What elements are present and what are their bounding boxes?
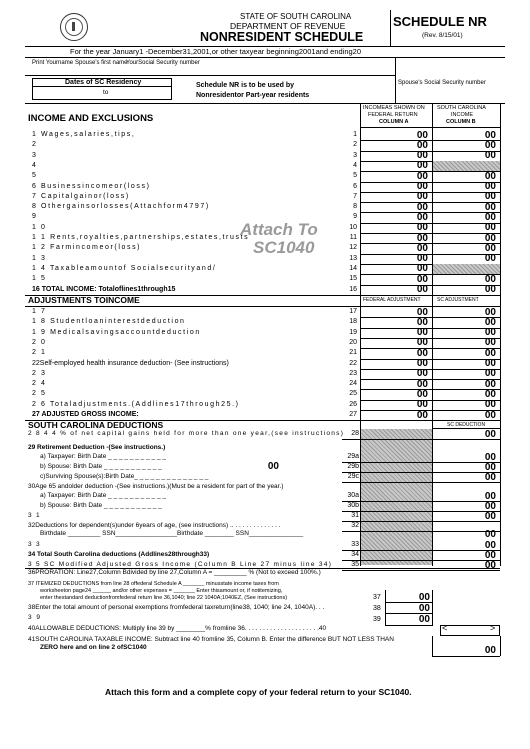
line-40-bracket-right: > <box>490 623 496 633</box>
line-17-number: 17 <box>349 308 357 315</box>
line-5-label: 5 <box>32 172 38 180</box>
line-24-sc-amount[interactable]: 00 <box>484 378 496 390</box>
line-3-col-a-amount[interactable]: 00 <box>416 150 428 162</box>
line-2-col-b-amount[interactable]: 00 <box>484 139 496 151</box>
line-21-federal-amount[interactable]: 00 <box>416 347 428 359</box>
line-10-number: 10 <box>349 223 357 231</box>
line-16-number: 16 <box>349 285 357 293</box>
line-8-number: 8 <box>353 203 357 211</box>
attach-stamp-line-1: Attach To <box>240 220 318 239</box>
name-label: Print Yourname <box>32 60 74 66</box>
line-7-col-b-amount[interactable]: 00 <box>484 191 496 203</box>
col-b-head-2: INCOME <box>451 112 473 118</box>
line-11-col-a-amount[interactable]: 00 <box>416 232 428 244</box>
line-11-col-b-amount[interactable]: 00 <box>484 232 496 244</box>
residency-dates-label: Dates of SC Residency <box>65 79 142 86</box>
line-16-col-b-amount[interactable]: 00 <box>484 284 496 295</box>
line-25-number: 25 <box>349 390 357 398</box>
line-2-col-a-amount[interactable]: 00 <box>416 139 428 151</box>
line-22-label: 22Self-employed health insurance deduction- (See instructions) <box>32 359 229 367</box>
col-sc-deduction: SC DEDUCTION <box>447 422 486 428</box>
line-29a-sc-deduction-amount[interactable]: 00 <box>484 452 496 463</box>
col-a-head-1: INCOMEAS SHOWN ON <box>363 105 425 111</box>
line-1-col-b-amount[interactable]: 00 <box>484 129 496 141</box>
col-rule <box>432 295 433 420</box>
section-adjustments: ADJUSTMENTS TOINCOME <box>28 295 140 305</box>
line-13-col-a-amount[interactable]: 00 <box>416 253 428 265</box>
spouse-ssn-label: Spouse's Social Security number <box>398 80 486 86</box>
line-18-federal-amount[interactable]: 00 <box>416 316 428 328</box>
line-28-number: 28 <box>351 430 359 437</box>
line-29c-sc-deduction-amount[interactable]: 00 <box>484 472 496 483</box>
line-34-number: 34 <box>351 551 359 558</box>
line-20-sc-amount[interactable]: 00 <box>484 337 496 349</box>
col-b-head-1: SOUTH CAROLINA <box>437 105 486 111</box>
line-8-col-b-amount[interactable]: 00 <box>484 201 496 213</box>
line-13-number: 13 <box>349 254 357 262</box>
line-17-label: 1 7 <box>32 308 47 315</box>
line-27-sc-amount[interactable]: 00 <box>484 409 496 421</box>
line-16-col-a-amount[interactable]: 00 <box>416 284 428 295</box>
line-21-number: 21 <box>349 349 357 357</box>
line-37-number: 37 <box>373 594 381 601</box>
line-36-label: 32Deductions for dependent(s)under 6years of age, (see instructions) .. . . . . . . . . . . . . . <box>28 522 281 529</box>
line-33-label: a) Taxpayer: Birth Date _ _ _ _ _ _ _ _ _ _ _ <box>40 492 166 499</box>
line-28-label: 29 Retirement Deduction -(See instructions.) <box>28 444 166 451</box>
line-34-sc-deduction-amount[interactable]: 00 <box>484 550 496 561</box>
line-3-label: 3 <box>32 151 38 159</box>
line-35-sc-deduction-amount[interactable]: 00 <box>484 560 496 571</box>
line-35-number: 35 <box>351 561 359 568</box>
line-23-federal-amount[interactable]: 00 <box>416 368 428 380</box>
line-30b-sc-deduction-amount[interactable]: 00 <box>484 501 496 512</box>
line-1-number: 1 <box>353 131 357 138</box>
line-9-col-a-amount[interactable]: 00 <box>416 211 428 223</box>
line-5-number: 5 <box>353 172 357 180</box>
line-26-label: 2 6 Totaladjustments.(Addlines17through25.) <box>32 400 240 408</box>
col-sc-adjustment: SC ADJUSTMENT <box>437 297 479 303</box>
line-8-label: 8 Othergainsorlosses(Attachform4797) <box>32 203 210 211</box>
line-24-label: 2 4 <box>32 380 47 388</box>
line-37-label: Birthdate _________ SSN_________________Birthdate ________ SSN_______________ <box>40 530 304 537</box>
line-3-number: 3 <box>353 151 357 159</box>
footer-instruction: Attach this form and a complete copy of your federal return to your SC1040. <box>105 687 412 697</box>
line-7-number: 7 <box>353 192 357 200</box>
line-39-amount[interactable]: 00 <box>418 614 430 625</box>
tax-year-line: For the year January1 -December31,2001,or other taxyear beginning2001and ending20 <box>70 47 362 56</box>
line-38-number: 38 <box>373 605 381 612</box>
col-a-head-2: FEDERAL RETURN <box>368 112 418 118</box>
line-15-col-a-amount[interactable]: 00 <box>416 273 428 285</box>
line-22-number: 22 <box>349 359 357 367</box>
col-federal-adjustment: FEDERAL ADJUSTMENT <box>363 297 421 303</box>
line-15-number: 15 <box>349 275 357 283</box>
line-32-number: 32 <box>351 522 359 529</box>
ssn-label: YourSocial Security number <box>126 60 200 66</box>
line-25-federal-amount[interactable]: 00 <box>416 388 428 400</box>
spouse-birth-date-amount: 00 <box>267 461 279 472</box>
line-26-sc-amount[interactable]: 00 <box>484 399 496 411</box>
line-33-sc-deduction-amount[interactable]: 00 <box>484 540 496 551</box>
line-4-col-a-amount[interactable]: 00 <box>416 160 428 172</box>
line-11-label: 1 1 Rents,royalties,partnerships,estates,trusts <box>32 234 250 241</box>
line-37-amount[interactable]: 00 <box>418 592 430 603</box>
line-37-text-2: worksheeton page24 ______ and/or other expenses = _______ Enter thisamount or, if notitemizing, <box>40 588 283 594</box>
line-31-number: 31 <box>351 512 359 519</box>
line-31-sc-deduction-amount[interactable]: 00 <box>484 511 496 522</box>
col-a-head-3: COLUMN A <box>379 119 409 125</box>
line-19-number: 19 <box>349 328 357 336</box>
line-5-col-a-amount[interactable]: 00 <box>416 170 428 182</box>
line-23-label: 2 3 <box>32 369 47 377</box>
line-29a-number: 29a <box>347 453 359 460</box>
line-37-text-1: 37 ITEMIZED DEDUCTIONS from line 28 offederal Schedule A _______ minusstate income taxes from <box>28 581 279 587</box>
line-31-label: c)Surviving Spouse(s):Birth Date_ _ _ _ _ _ _ _ _ _ _ _ _ _ <box>40 473 209 480</box>
line-32-label: 30Age 65 andolder deduction -(See instructions.)(Must be a resident for part of the year.) <box>28 483 284 490</box>
line-19-sc-amount[interactable]: 00 <box>484 327 496 339</box>
line-20-number: 20 <box>349 338 357 346</box>
line-14-label: 1 4 Taxableamountof Socialsecurityand/ <box>32 264 217 272</box>
residency-to-label: to <box>103 89 109 96</box>
line-10-col-a-amount[interactable]: 00 <box>416 222 428 234</box>
line-16-label: 16 TOTAL INCOME: Totaloflines1through15 <box>32 285 176 293</box>
line-30-label: b) Spouse: Birth Date _ _ _ _ _ _ _ _ _ _ _ <box>40 463 162 470</box>
line-38-label: 38Enter the total amount of personal exemptions fromfederal taxreturn(line38, 1040; line 24, 1040A). . . <box>28 604 325 611</box>
line-39-number: 39 <box>373 616 381 623</box>
line-9-col-b-amount[interactable]: 00 <box>484 211 496 223</box>
line-2-number: 2 <box>353 141 357 149</box>
line-2-label: 2 <box>32 141 38 149</box>
line-5-col-b-amount[interactable]: 00 <box>484 170 496 182</box>
line-14-number: 14 <box>349 264 357 272</box>
line-24-number: 24 <box>349 380 357 388</box>
line-29c-number: 29c <box>347 473 359 480</box>
line-4-label: 4 <box>32 161 38 169</box>
line-15-label: 1 5 <box>32 275 47 283</box>
line-40-label: 40ALLOWABLE DEDUCTIONS: Multiply line 39 by ________% fromline 36. . . . . . . . . . . . . . . . . . . . .40 <box>28 625 327 632</box>
line-6-col-b-amount[interactable]: 00 <box>484 181 496 192</box>
line-25-label: 2 5 <box>32 390 47 398</box>
line-15-col-b-amount[interactable]: 00 <box>484 273 496 285</box>
col-b-head-3: COLUMN B <box>446 119 476 125</box>
line-33-number: 33 <box>351 541 359 548</box>
line-23-sc-amount[interactable]: 00 <box>484 368 496 380</box>
section-sc-deductions: SOUTH CAROLINA DEDUCTIONS <box>28 420 164 430</box>
state-name: STATE OF SOUTH CAROLINA <box>240 12 352 21</box>
line-30a-sc-deduction-amount[interactable]: 00 <box>484 491 496 502</box>
line-18-number: 18 <box>349 318 357 326</box>
line-27-number: 27 <box>349 411 357 418</box>
line-17-federal-amount[interactable]: 00 <box>416 306 428 318</box>
department-name: DEPARTMENT OF REVENUE <box>230 21 346 31</box>
line-24-federal-amount[interactable]: 00 <box>416 378 428 390</box>
line-3-col-b-amount[interactable]: 00 <box>484 150 496 162</box>
line-22-federal-amount[interactable]: 00 <box>416 358 428 369</box>
revision-date: (Rev. 8/15/01) <box>422 32 463 39</box>
line-41-text-2: ZERO here and on line 2 ofSC1040 <box>40 644 147 651</box>
line-11-number: 11 <box>349 234 357 241</box>
line-6-col-a-amount[interactable]: 00 <box>416 181 428 192</box>
attach-stamp-line-2: SC1040 <box>253 238 315 257</box>
line-20-federal-amount[interactable]: 00 <box>416 337 428 349</box>
line-13-col-b-amount[interactable]: 00 <box>484 253 496 265</box>
line-19-label: 1 9 Medicalsavingsaccountdeduction <box>32 328 201 336</box>
line-12-col-b-amount[interactable]: 00 <box>484 242 496 254</box>
form-title: NONRESIDENT SCHEDULE <box>200 30 364 44</box>
line-12-number: 12 <box>349 244 357 252</box>
line-4-number: 4 <box>353 161 357 169</box>
line-25-sc-amount[interactable]: 00 <box>484 388 496 400</box>
line-10-col-b-amount[interactable]: 00 <box>484 222 496 234</box>
line-21-label: 2 1 <box>32 349 47 357</box>
line-27-label: 27 ADJUSTED GROSS INCOME: <box>32 411 139 418</box>
line-38-amount[interactable]: 00 <box>418 603 430 614</box>
line-14-col-a-amount[interactable]: 00 <box>416 263 428 275</box>
line-18-sc-amount[interactable]: 00 <box>484 316 496 328</box>
line-1-col-a-amount[interactable]: 00 <box>416 129 428 141</box>
line-8-col-a-amount[interactable]: 00 <box>416 201 428 213</box>
line-6-number: 6 <box>353 182 357 190</box>
line-18-label: 1 8 Studentloaninterestdeduction <box>32 318 186 326</box>
line-26-federal-amount[interactable]: 00 <box>416 399 428 411</box>
line-36-label: 36PRORATION: Line27,Column Bdivided by line 27,Column A = _________ % (Not to exceed 100%.) <box>28 569 321 576</box>
line-38-label: 3 3 <box>28 541 41 548</box>
line-29b-sc-deduction-amount[interactable]: 00 <box>484 462 496 473</box>
line-27-label: 2 8 4 4 % of net capital gains held for more than one year,(see instructions) <box>28 430 345 437</box>
state-seal <box>60 13 88 41</box>
line-7-label: 7 Capitalgainor(loss) <box>32 192 130 200</box>
line-9-label: 9 <box>32 213 38 221</box>
line-7-col-a-amount[interactable]: 00 <box>416 191 428 203</box>
line-13-label: 1 3 <box>32 254 47 262</box>
line-37-text-3: enter thestandard deductionfromfederal return line 36,1040; line 22 1040A;1040EZ, (See instructions) <box>40 595 288 601</box>
line-27-federal-amount[interactable]: 00 <box>416 409 428 421</box>
line-41-amount[interactable]: 00 <box>484 645 496 656</box>
line-30b-number: 30b <box>347 502 359 509</box>
section-income-exclusions: INCOME AND EXCLUSIONS <box>28 113 154 124</box>
line-39-label: 34 Total South Carolina deductions (Addlines28through33) <box>28 551 210 558</box>
line-34-label: b) Spouse: Birth Date _ _ _ _ _ _ _ _ _ _ _ <box>40 502 162 509</box>
line-41-text-1: 41SOUTH CAROLINA TAXABLE INCOME: Subtract line 40 fromline 35, Column B. Enter the difference BUT NOT LESS THAN <box>28 636 394 643</box>
line-21-sc-amount[interactable]: 00 <box>484 347 496 359</box>
line-17-sc-amount[interactable]: 00 <box>484 306 496 318</box>
line-26-number: 26 <box>349 400 357 408</box>
line-12-col-a-amount[interactable]: 00 <box>416 242 428 254</box>
line-19-federal-amount[interactable]: 00 <box>416 327 428 339</box>
line-35-label: 3 1 <box>28 512 41 519</box>
line-23-number: 23 <box>349 369 357 377</box>
line-29-label: a) Taxpayer: Birth Date _ _ _ _ _ _ _ _ _ _ _ <box>40 453 166 460</box>
line-40-bracket-left: < <box>442 623 448 633</box>
line-20-label: 2 0 <box>32 338 47 346</box>
line-6-label: 6 Businessincomeor(loss) <box>32 182 151 190</box>
line-1-label: 1 Wages,salaries,tips, <box>32 131 136 138</box>
line-32b-sc-deduction-amount[interactable]: 00 <box>484 529 496 540</box>
used-by-line-2: Nonresidentor Part-year residents <box>196 92 310 99</box>
used-by-line-1: Schedule NR is to be used by <box>196 82 295 89</box>
line-40-label: 3 5 SC Modified Adjusted Gross Income (Column B Line 27 minus line 34) <box>28 561 333 568</box>
line-10-label: 1 0 <box>32 223 47 231</box>
col-rule <box>360 295 361 420</box>
spouse-first-name-label: Spouse's first name <box>75 60 128 66</box>
schedule-label: SCHEDULE NR <box>393 14 487 29</box>
col-rule <box>500 295 501 420</box>
line-9-number: 9 <box>353 213 357 221</box>
line-29b-number: 29b <box>347 463 359 470</box>
line-22-sc-amount[interactable]: 00 <box>484 358 496 369</box>
line-28-sc-deduction-amount[interactable]: 00 <box>484 429 496 440</box>
line-12-label: 1 2 Farmincomeor(loss) <box>32 244 142 252</box>
line-30a-number: 30a <box>347 492 359 499</box>
line-39-label: 3 9 <box>28 614 42 621</box>
